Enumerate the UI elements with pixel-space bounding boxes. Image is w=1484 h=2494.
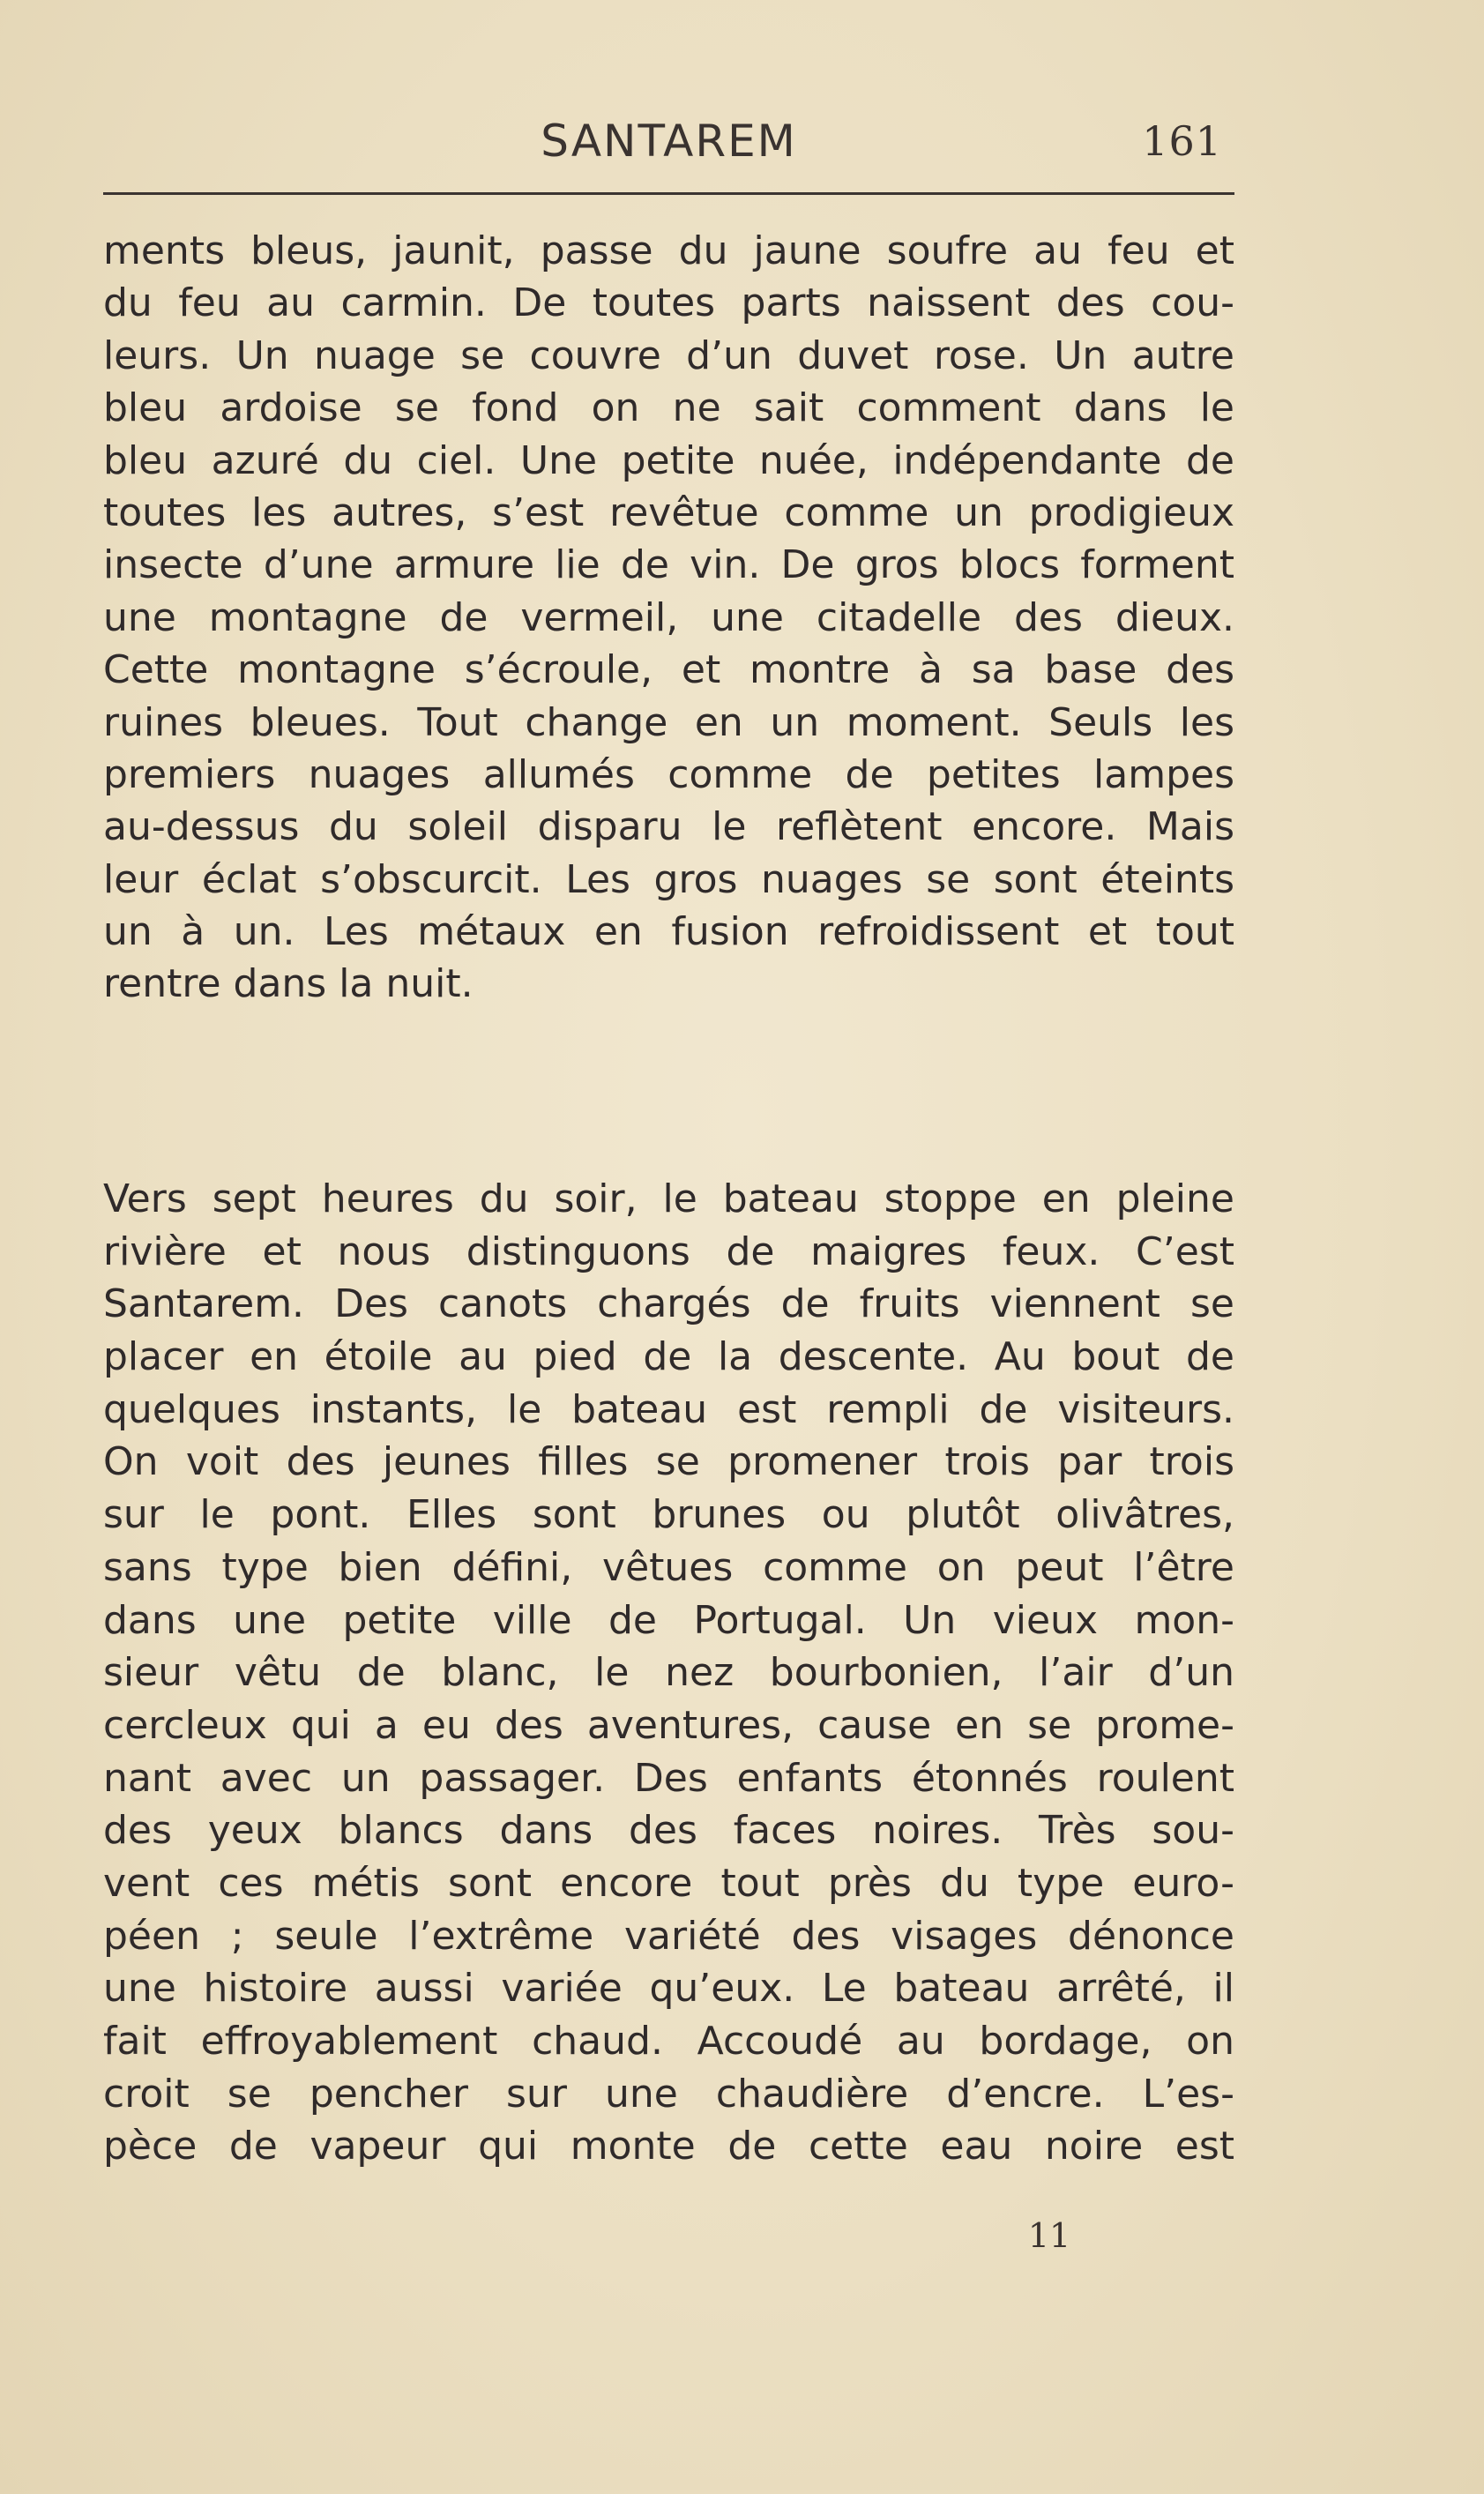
text-line: Cette montagne s’écroule, et montre à sa base des	[103, 647, 1234, 693]
signature-mark: 11	[1027, 2216, 1071, 2255]
text-line: pèce de vapeur qui monte de cette eau noire est	[103, 2124, 1234, 2169]
text-line: quelques instants, le bateau est rempli de visiteurs.	[103, 1386, 1234, 1432]
text-line: On voit des jeunes filles se promener trois par trois	[103, 1439, 1234, 1485]
text-line: cercleux qui a eu des aventures, cause en se prome-	[103, 1702, 1234, 1748]
text-line: toutes les autres, s’est revêtue comme un prodigieux	[103, 489, 1234, 535]
text-line: un à un. Les métaux en fusion refroidissent et tout	[103, 909, 1234, 955]
text-line: au-dessus du soleil disparu le reflètent encore. Mais	[103, 804, 1234, 850]
text-line: placer en étoile au pied de la descente. Au bout de	[103, 1334, 1234, 1380]
text-line: fait effroyablement chaud. Accoudé au bordage, on	[103, 2019, 1234, 2064]
text-line: premiers nuages allumés comme de petites lampes	[103, 751, 1234, 797]
page-number: 161	[1142, 117, 1222, 165]
text-line: ments bleus, jaunit, passe du jaune soufre au feu et	[103, 228, 1234, 273]
header-rule	[103, 192, 1234, 195]
text-line: insecte d’une armure lie de vin. De gros blocs forment	[103, 542, 1234, 588]
text-line: vent ces métis sont encore tout près du type euro-	[103, 1860, 1234, 1906]
text-line: une histoire aussi variée qu’eux. Le bateau arrêté, il	[103, 1966, 1234, 2012]
paragraph-1	[103, 225, 1234, 1011]
text-line: ruines bleues. Tout change en un moment. Seuls les	[103, 699, 1234, 745]
text-line: rivière et nous distinguons de maigres feux. C’est	[103, 1228, 1234, 1274]
text-line: bleu azuré du ciel. Une petite nuée, indépendante de	[103, 437, 1234, 483]
text-line: des yeux blancs dans des faces noires. Très sou-	[103, 1808, 1234, 1854]
running-head	[103, 106, 1234, 176]
text-line: croit se pencher sur une chaudière d’encre. L’es-	[103, 2071, 1234, 2117]
text-line: péen ; seule l’extrême variété des visages dénonce	[103, 1913, 1234, 1959]
paragraph-2	[103, 1173, 1234, 2173]
text-line: leur éclat s’obscurcit. Les gros nuages se sont éteints	[103, 856, 1234, 902]
text-line: rentre dans la nuit.	[103, 961, 474, 1007]
text-line: Santarem. Des canots chargés de fruits viennent se	[103, 1281, 1234, 1327]
text-line: Vers sept heures du soir, le bateau stoppe en pleine	[103, 1176, 1234, 1221]
text-line: du feu au carmin. De toutes parts naissent des cou-	[103, 280, 1234, 326]
text-line: leurs. Un nuage se couvre d’un duvet rose. Un autre	[103, 332, 1234, 378]
running-title: SANTAREM	[541, 116, 797, 167]
text-line: sans type bien défini, vêtues comme on peut l’être	[103, 1544, 1234, 1590]
text-line: sieur vêtu de blanc, le nez bourbonien, l’air d’un	[103, 1650, 1234, 1696]
text-line: sur le pont. Elles sont brunes ou plutôt olivâtres,	[103, 1492, 1234, 1538]
text-line: une montagne de vermeil, une citadelle des dieux.	[103, 594, 1234, 640]
text-line: bleu ardoise se fond on ne sait comment dans le	[103, 385, 1234, 431]
text-line: dans une petite ville de Portugal. Un vieux mon-	[103, 1597, 1234, 1643]
text-line: nant avec un passager. Des enfants étonnés roulent	[103, 1755, 1234, 1801]
